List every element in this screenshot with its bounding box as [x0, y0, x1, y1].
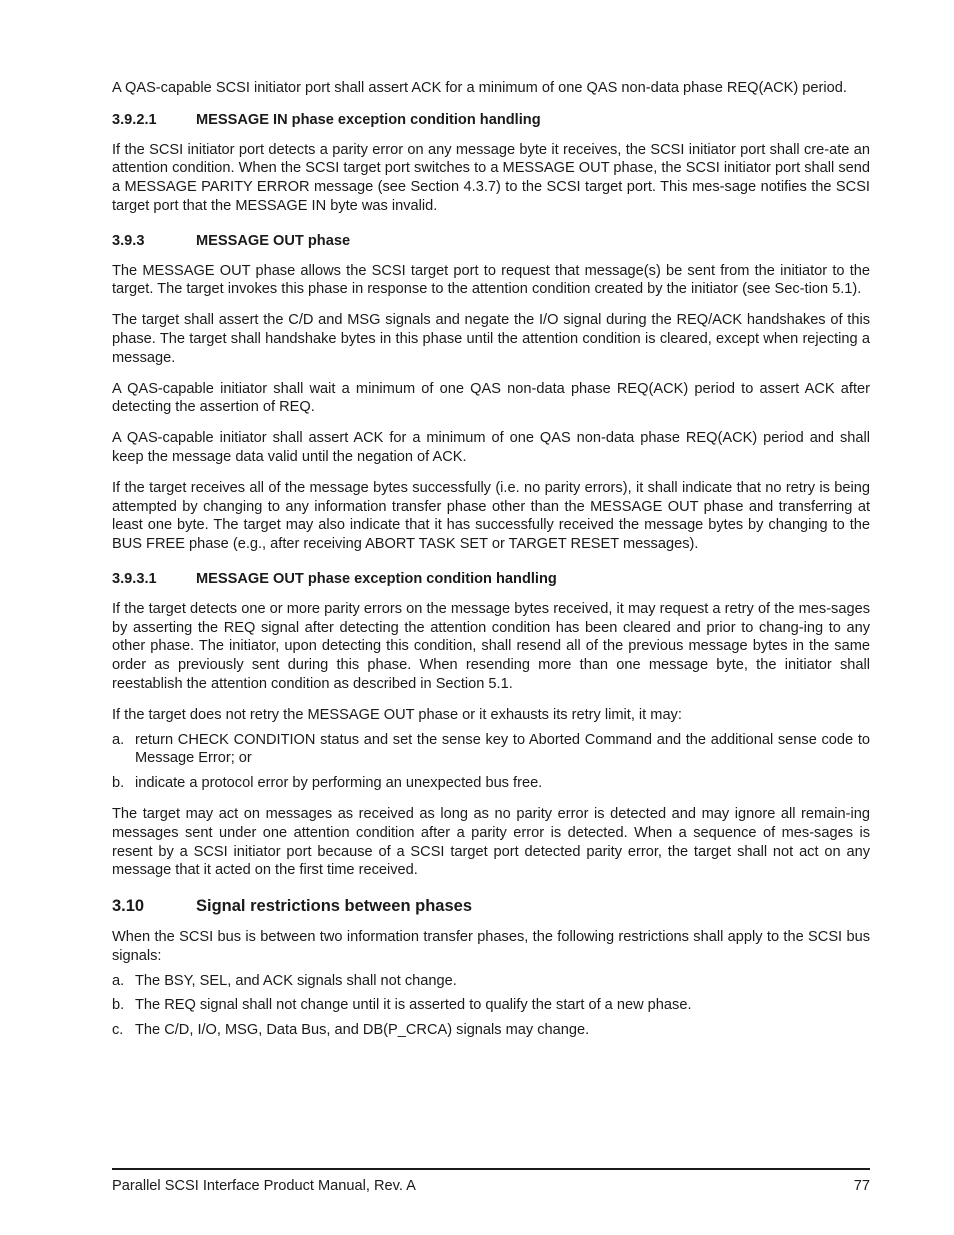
- heading-3-9-3: [112, 232, 870, 251]
- heading-3-9-2-1: [112, 111, 870, 130]
- paragraph-3-9-3-4: A QAS-capable initiator shall assert ACK for a minimum of one QAS non-data phase REQ(ACK) period and shall keep the message data valid until the negation of ACK.: [112, 430, 870, 465]
- document-body: [112, 79, 870, 1046]
- heading-3-10: [112, 896, 870, 916]
- list-item: [112, 996, 870, 1015]
- paragraph-3-9-2-1: If the SCSI initiator port detects a parity error on any message byte it receives, the SCSI initiator port shall cre-ate an attention condition. When the SCSI target port switches to a MESSAGE OUT phase, the SCSI initiator port shall send a MESSAGE PARITY ERROR message (see Section 4.3.7) to the SCSI target port. This mes-sage notifies the SCSI target port that the MESSAGE IN byte was invalid.: [112, 141, 870, 214]
- list-marker: a.: [112, 731, 125, 748]
- paragraph-3-9-3-5: If the target receives all of the message bytes successfully (i.e. no parity errors), it shall indicate that no retry is being attempted by changing to any information transfer phase other than the MESSAGE OUT phase and transferring at least one byte. The target may also indicate that it has successfully received the message bytes by changing to the BUS FREE phase (e.g., after receiving ABORT TASK SET or TARGET RESET messages).: [112, 479, 870, 553]
- page-footer: [112, 1168, 870, 1196]
- heading-3-9-3-1: [112, 570, 870, 589]
- list-marker: b.: [112, 997, 125, 1014]
- heading-number: 3.9.3: [112, 232, 145, 249]
- footer-page-number: 77: [853, 1178, 870, 1194]
- paragraph-3-9-3-3: A QAS-capable initiator shall wait a minimum of one QAS non-data phase REQ(ACK) period to assert ACK after detecting the assertion of REQ.: [112, 380, 870, 416]
- intro-paragraph: A QAS-capable SCSI initiator port shall assert ACK for a minimum of one QAS non-data phase REQ(ACK) period.: [112, 80, 847, 96]
- heading-title: MESSAGE OUT phase exception condition handling: [196, 570, 557, 587]
- list-item: [112, 972, 870, 991]
- heading-title: Signal restrictions between phases: [196, 897, 473, 916]
- heading-number: 3.9.2.1: [112, 111, 157, 128]
- paragraph-3-9-3-1-a: If the target detects one or more parity errors on the message bytes received, it may request a retry of the mes-sages by asserting the REQ signal after detecting the attention condition has been cleared and prior to chang-ing to any other phase. The initiator, upon detecting this condition, shall resend all of the previous message bytes in the same order as previously sent during this phase. When resending more than one message byte, the initiator shall reestablish the attention condition as described in Section 5.1.: [112, 600, 870, 692]
- heading-title: MESSAGE IN phase exception condition handling: [196, 111, 541, 128]
- paragraph-3-9-3-1-c: The target may act on messages as received as long as no parity error is detected and may ignore all remain-ing messages sent under one attention condition after a parity error is detected. When a sequence of mes-sages is resent by a SCSI initiator port because of a SCSI target port detected parity error, the target shall not act on any message that it acted on the first time received.: [112, 805, 870, 879]
- paragraph-3-9-3-1-b: If the target does not retry the MESSAGE OUT phase or it exhausts its retry limit, it may:: [112, 706, 682, 723]
- list-item-text: indicate a protocol error by performing an unexpected bus free.: [135, 775, 543, 792]
- list-item-text: The C/D, I/O, MSG, Data Bus, and DB(P_CRCA) signals may change.: [135, 1022, 590, 1039]
- list-marker: c.: [112, 1022, 124, 1039]
- list-marker: b.: [112, 775, 125, 792]
- list-item-text: The REQ signal shall not change until it is asserted to qualify the start of a new phase.: [135, 997, 692, 1014]
- list-item: [112, 1021, 870, 1040]
- footer-document-title: Parallel SCSI Interface Product Manual, Rev. A: [112, 1178, 416, 1194]
- list-item-text: return CHECK CONDITION status and set the sense key to Aborted Command and the additional sense code to Message Error; or: [135, 731, 870, 767]
- heading-number: 3.10: [112, 897, 145, 916]
- list-item: [112, 774, 870, 793]
- paragraph-3-9-3-2: The target shall assert the C/D and MSG signals and negate the I/O signal during the REQ/ACK handshakes of this phase. The target shall handshake bytes in this phase until the attention condition is cleared, except when rejecting a message.: [112, 312, 870, 366]
- list-item-text: The BSY, SEL, and ACK signals shall not change.: [135, 972, 457, 989]
- list-item: [112, 731, 870, 769]
- paragraph-3-9-3-1: The MESSAGE OUT phase allows the SCSI target port to request that message(s) be sent from the initiator to the target. The target invokes this phase in response to the attention condition created by the initiator (see Sec-tion 5.1).: [112, 262, 870, 298]
- list-marker: a.: [112, 972, 125, 989]
- paragraph-3-10: When the SCSI bus is between two information transfer phases, the following restrictions shall apply to the SCSI bus signals:: [112, 929, 870, 964]
- heading-title: MESSAGE OUT phase: [196, 232, 351, 249]
- heading-number: 3.9.3.1: [112, 570, 157, 587]
